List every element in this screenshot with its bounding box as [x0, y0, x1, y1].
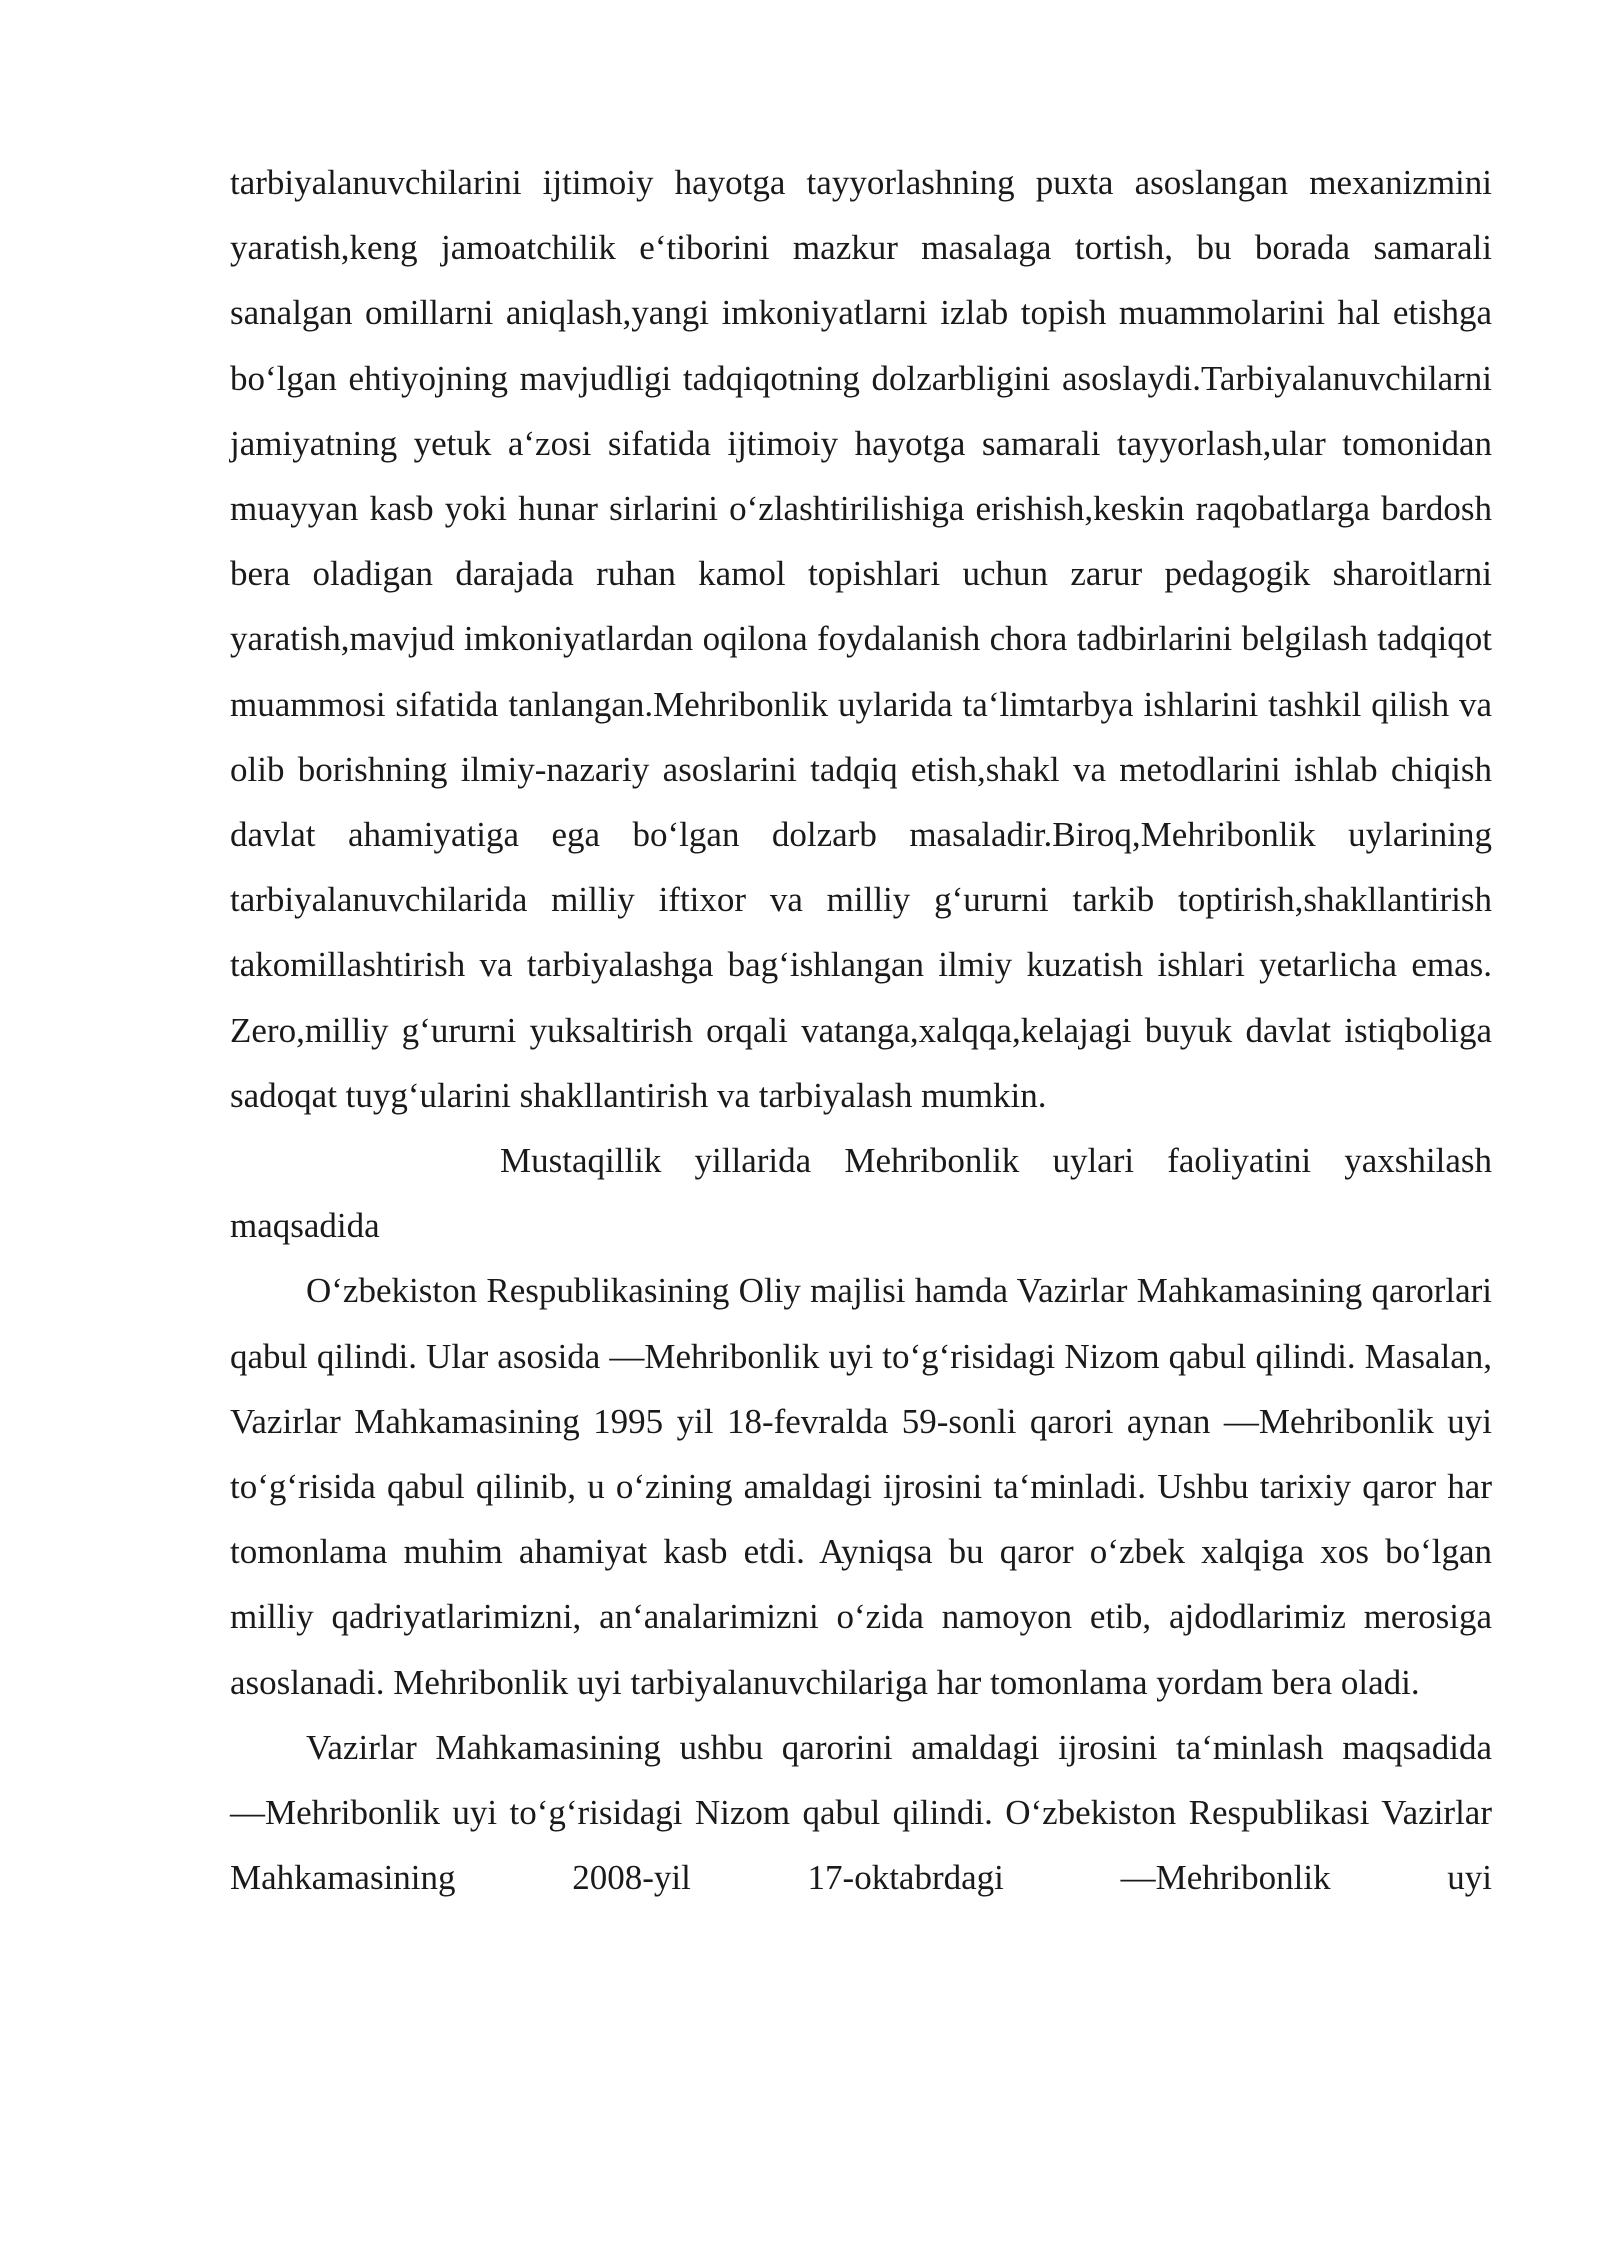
- document-body: [230, 150, 1492, 1910]
- paragraph-intro: tarbiyalanuvchilarini ijtimoiy hayotga tayyorlashning puxta asoslangan mexanizmini yaratish,keng jamoatchilik e‘tiborini mazkur masalaga tortish, bu borada samarali sanalgan omillarni aniqlash,yangi imkoniyatlarni izlab topish muammolarini hal etishga bo‘lgan ehtiyojning mavjudligi tadqiqotning dolzarbligini asoslaydi.Tarbiyalanuvchilarni jamiyatning yetuk a‘zosi sifatida ijtimoiy hayotga samarali tayyorlash,ular tomonidan muayyan kasb yoki hunar sirlarini o‘zlashtirilishiga erishish,keskin raqobatlarga bardosh bera oladigan darajada ruhan kamol topishlari uchun zarur pedagogik sharoitlarni yaratish,mavjud imkoniyatlardan oqilona foydalanish chora tadbirlarini belgilash tadqiqot muammosi sifatida tanlangan.Mehribonlik uylarida ta‘limtarbya ishlarini tashkil qilish va olib borishning ilmiy-nazariy asoslarini tadqiq etish,shakl va metodlarini ishlab chiqish davlat ahamiyatiga ega bo‘lgan dolzarb masaladir.Biroq,Mehribonlik uylarining tarbiyalanuvchilarida milliy iftixor va milliy g‘ururni tarkib toptirish,shakllantirish takomillashtirish va tarbiyalashga bag‘ishlangan ilmiy kuzatish ishlari yetarlicha emas. Zero,milliy g‘ururni yuksaltirish orqali vatanga,xalqqa,kelajagi buyuk davlat istiqboliga sadoqat tuyg‘ularini shakllantirish va tarbiyalash mumkin.: [230, 163, 1492, 1115]
- paragraph-vazirlar-mahkamasi: Vazirlar Mahkamasining ushbu qarorini amaldagi ijrosini ta‘minlash maqsadida ―Mehribonlik uyi to‘g‘risidagi Nizom qabul qilindi. O‘zbekiston Respublikasi Vazirlar Mahkamasining 2008-yil 17-oktabrdagi ―Mehribonlik uyi: [230, 1727, 1492, 1898]
- paragraph-independence-years: Mustaqillik yillarida Mehribonlik uylari faoliyatini yaxshilash maqsadida: [230, 1141, 1492, 1246]
- paragraph-oliy-majlis: O‘zbekiston Respublikasining Oliy majlisi hamda Vazirlar Mahkamasining qarorlari qabul qilindi. Ular asosida ―Mehribonlik uyi to‘g‘risidagi Nizom qabul qilindi. Masalan, Vazirlar Mahkamasining 1995 yil 18-fevralda 59-sonli qarori aynan ―Mehribonlik uyi to‘g‘risida qabul qilinib, u o‘zining amaldagi ijrosini ta‘minladi. Ushbu tarixiy qaror har tomonlama muhim ahamiyat kasb etdi. Ayniqsa bu qaror o‘zbek xalqiga xos bo‘lgan milliy qadriyatlarimizni, an‘analarimizni o‘zida namoyon etib, ajdodlarimiz merosiga asoslanadi. Mehribonlik uyi tarbiyalanuvchilariga har tomonlama yordam bera oladi.: [230, 1271, 1492, 1702]
